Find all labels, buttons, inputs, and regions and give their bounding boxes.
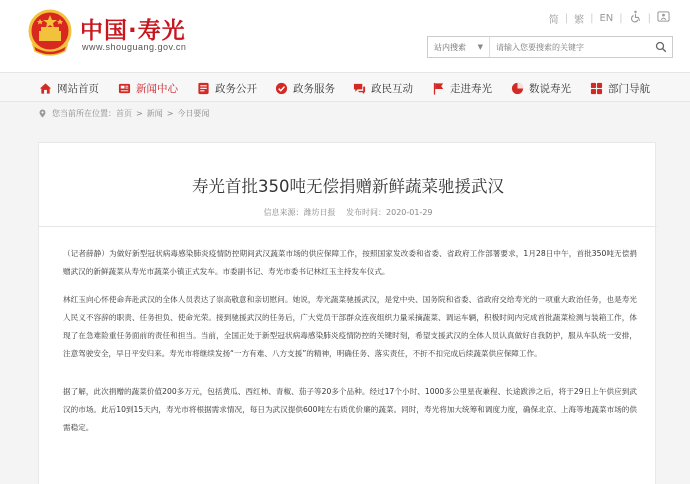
article-paragraph: 据了解，此次捐赠的蔬菜价值200多万元，包括黄瓜、西红柿、青椒、茄子等20多个品种。经过17个小时、1000多公里星夜兼程、长途跋涉之后，将于29日上午供应到武汉的市场。此后10到15天内，寿光市将根据需求情况，每日为武汉提供600吨左右质优价廉的蔬菜。同时，寿光将加大统筹和调度力度，确保北京、上海等地蔬菜市场的供需稳定。 bbox=[63, 387, 637, 432]
separator: | bbox=[590, 12, 594, 24]
separator: | bbox=[564, 12, 569, 24]
elderly-icon bbox=[657, 10, 670, 23]
article-paragraph: 林红玉向心怀使命奔赴武汉的全体人员表达了崇高敬意和亲切慰问。她说，寿光蔬菜驰援武汉，是党中央、国务院和省委、省政府交给寿光的一项重大政治任务，也是寿光人民义不容辞的职责、任务担负、使命光荣。接到驰援武汉的任务后，广大党员干部群众连夜组织力量采摘蔬菜、调运车辆，积极时间内完成首批蔬菜检测与装箱工作，体现了在急难险重任务面前的责任和担当。当前，全国正处于新型冠状病毒感染肺炎疫情防控的关键时刻，希望支援武汉的全体人员认真做好自我防护，服从车队统一安排，注意驾驶安全，早日平安归来。寿光市将继续发扬“一方有难、八方支援”的精神，明确任务、落实责任，不折不扣完成后续蔬菜供应保障工作。 bbox=[63, 295, 637, 358]
nav-item-about[interactable] bbox=[432, 73, 492, 103]
search-scope-select[interactable] bbox=[428, 37, 490, 57]
site-url: www.shouguang.gov.cn bbox=[82, 42, 187, 52]
location-pin-icon bbox=[38, 109, 47, 118]
breadcrumb-prefix: 您当前所在位置： bbox=[52, 109, 116, 118]
lang-english-link[interactable]: EN bbox=[599, 12, 614, 24]
nav-item-departments[interactable] bbox=[590, 73, 650, 103]
elderly-mode-link[interactable] bbox=[651, 10, 676, 26]
top-links bbox=[543, 10, 676, 26]
article-date: 发布时间：2020-01-29 bbox=[346, 208, 433, 217]
interact-icon bbox=[353, 82, 366, 95]
article-meta bbox=[39, 207, 657, 218]
search-icon bbox=[655, 41, 667, 53]
nav-item-interaction[interactable] bbox=[353, 73, 413, 103]
nav-label: 政民互动 bbox=[371, 82, 413, 95]
breadcrumb-news[interactable]: 新闻 bbox=[146, 109, 163, 118]
separator: | bbox=[619, 12, 623, 24]
separator: | bbox=[647, 12, 651, 24]
home-icon bbox=[39, 82, 52, 95]
article-card bbox=[38, 142, 656, 484]
chevron-down-icon: ▼ bbox=[477, 43, 483, 51]
site-header bbox=[0, 0, 690, 72]
nav-label: 部门导航 bbox=[608, 82, 650, 95]
main-nav bbox=[0, 72, 690, 102]
news-icon bbox=[118, 82, 131, 95]
lang-simplified-link[interactable]: 简 bbox=[548, 14, 559, 26]
search-scope-label: 站内搜索 bbox=[434, 42, 466, 52]
nav-label: 政务公开 bbox=[215, 82, 257, 95]
nav-item-gov-affairs[interactable] bbox=[197, 73, 257, 103]
divider bbox=[39, 226, 657, 227]
search-bar bbox=[427, 36, 673, 58]
nav-item-data[interactable] bbox=[511, 73, 571, 103]
site-title[interactable]: 中国·寿光 bbox=[80, 18, 186, 44]
search-button[interactable] bbox=[650, 37, 672, 57]
breadcrumb-separator: > bbox=[136, 109, 143, 118]
breadcrumb bbox=[38, 108, 209, 119]
service-icon bbox=[275, 82, 288, 95]
nav-label: 新闻中心 bbox=[136, 82, 178, 95]
flag-icon bbox=[432, 82, 445, 95]
breadcrumb-today[interactable]: 今日要闻 bbox=[177, 109, 210, 118]
nav-item-news[interactable] bbox=[118, 73, 178, 103]
nav-item-gov-service[interactable] bbox=[275, 73, 335, 103]
accessibility-link[interactable] bbox=[623, 10, 648, 26]
nav-label: 数说寿光 bbox=[529, 82, 571, 95]
article-paragraph: （记者薛静）为做好新型冠状病毒感染肺炎疫情防控期间武汉蔬菜市场的供应保障工作，按照国家发改委和省委、省政府工作部署要求，1月28日中午，首批350吨无偿捐赠武汉的新鲜蔬菜从寿光市蔬菜小镇正式发车。市委副书记、寿光市委书记林红玉主持发车仪式。 bbox=[63, 249, 637, 276]
nav-label: 政务服务 bbox=[293, 82, 335, 95]
data-icon bbox=[511, 82, 524, 95]
gov-icon bbox=[197, 82, 210, 95]
nav-item-home[interactable] bbox=[39, 73, 99, 103]
dept-icon bbox=[590, 82, 603, 95]
search-input[interactable] bbox=[490, 37, 650, 57]
article-source: 信息来源：潍坊日报 bbox=[263, 208, 336, 217]
lang-traditional-link[interactable]: 繁 bbox=[574, 14, 585, 26]
breadcrumb-home[interactable]: 首页 bbox=[116, 109, 132, 118]
national-emblem-icon[interactable] bbox=[27, 9, 73, 57]
nav-label: 网站首页 bbox=[57, 82, 99, 95]
article-title: 寿光首批350吨无偿捐赠新鲜蔬菜驰援武汉 bbox=[192, 177, 504, 196]
nav-label: 走进寿光 bbox=[450, 82, 492, 95]
breadcrumb-separator: > bbox=[166, 109, 174, 118]
wheelchair-icon bbox=[629, 10, 642, 23]
